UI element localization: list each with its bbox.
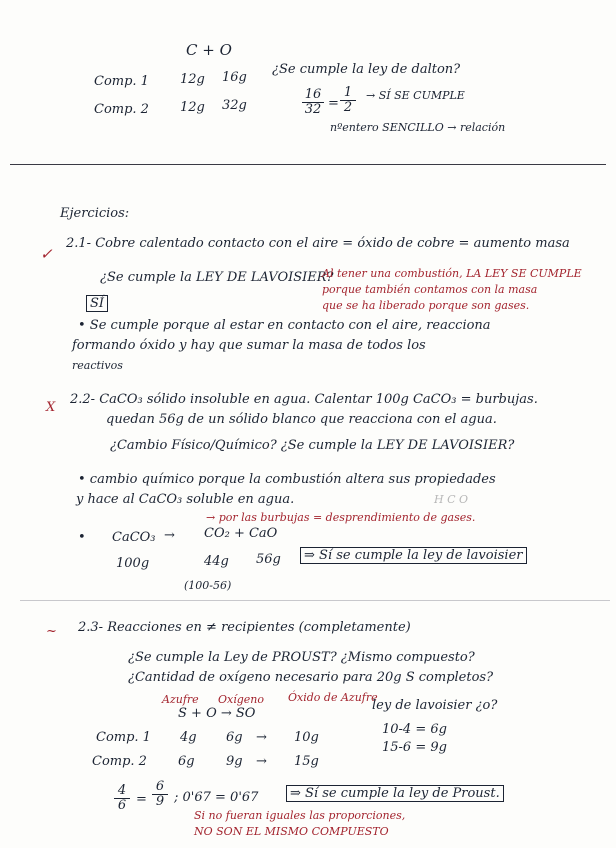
row-arrow: → [256,754,267,769]
equals-sign: = [328,96,339,111]
ex21-title: 2.1- Cobre calentado contacto con el aire = óxido de cobre = aumento masa [66,236,570,251]
ex22-explanation-2: y hace al CaCO₃ soluble en agua. [76,492,295,507]
mass-calc: (100-56) [184,579,232,592]
ratio-text: ; 0'67 = 0'67 [174,790,259,805]
comp2-oxygen: 32g [222,98,247,113]
fraction-numerator: 16 [302,88,324,103]
ex22-question: ¿Cambio Físico/Químico? ¿Se cumple la LEY DE LAVOISIER? [110,438,515,453]
ex23-title: 2.3- Reacciones en ≠ recipientes (completamente) [78,620,411,635]
ex21-explanation-3: reactivos [72,359,123,372]
section-divider [10,164,606,165]
label-oxigeno: Oxígeno [218,693,264,706]
ex22-red-note: → por las burbujas = desprendimiento de gases. [206,511,476,524]
ex21-red-note-3: que se ha liberado porque son gases. [322,299,530,312]
ex23-equation: S + O → SO [178,706,256,721]
dalton-result: → SÍ SE CUMPLE [366,89,465,102]
check-mark-icon: ✓ [40,245,53,263]
ex23-question-1: ¿Se cumple la Ley de PROUST? ¿Mismo compuesto? [128,650,475,665]
exercises-title: Ejercicios: [60,206,130,221]
label-azufre: Azufre [162,693,199,706]
ex23-comp1-so: 10g [294,730,319,745]
fraction-numerator: 4 [114,784,130,799]
ex23-result-text: ⇒ Sí se cumple la ley de Proust. [286,785,504,802]
comp2-carbon: 12g [180,100,205,115]
fraction-1-2 [340,86,356,115]
equals-sign: = [136,792,147,807]
ex23-comp1-label: Comp. 1 [96,730,151,745]
ex23-comp2-o: 9g [226,754,243,769]
ex23-red-note-2: NO SON EL MISMO COMPUESTO [194,825,389,838]
ex21-answer-box [86,296,108,312]
row-arrow: → [256,730,267,745]
ex23-comp2-s: 6g [178,754,195,769]
comp1-label: Comp. 1 [94,74,149,89]
comp2-label: Comp. 2 [94,102,149,117]
ex21-question: ¿Se cumple la LEY DE LAVOISIER? [100,270,334,285]
ex22-result-text: ⇒ Sí se cumple la ley de lavoisier [300,547,527,564]
tilde-mark-icon: ~ [46,624,57,639]
ex23-red-note-1: Si no fueran iguales las proporciones, [194,809,406,822]
ex21-explanation-2: formando óxido y hay que sumar la masa de todos los [72,338,426,353]
mass-reactant: 100g [116,556,150,571]
x-mark-icon: X [46,400,56,415]
fraction-denominator: 32 [304,102,322,117]
fraction-denominator: 2 [343,100,353,115]
fraction-16-32 [302,88,324,117]
ex22-title-2: quedan 56g de un sólido blanco que reacciona con el agua. [106,412,497,427]
ex22-result [300,548,527,564]
fraction-denominator: 9 [155,794,165,809]
mass-cao: 56g [256,552,281,567]
ex22-explanation-1: • cambio químico porque la combustión altera sus propiedades [78,472,496,487]
fraction-denominator: 6 [117,798,127,813]
lavoisier-question: ley de lavoisier ¿o? [372,698,498,713]
ex23-question-2: ¿Cantidad de oxígeno necesario para 20g S completos? [128,670,494,685]
ex21-explanation-1: • Se cumple porque al estar en contacto con el aire, reacciona [78,318,491,333]
eq-reactant: CaCO₃ [112,530,156,545]
ex23-comp1-o: 6g [226,730,243,745]
fraction-4-6 [114,784,130,813]
dalton-note: nºentero SENCILLO → relación [330,121,506,134]
pencil-sketch: H C O [434,493,469,506]
comp1-oxygen: 16g [222,70,247,85]
ex23-result [286,786,504,802]
ex21-red-note-1: Al tener una combustión, LA LEY SE CUMPLE [322,267,582,280]
ex23-calc-2: 15-6 = 9g [382,740,447,755]
section-divider-faint [20,600,610,601]
ex23-comp2-so: 15g [294,754,319,769]
ex23-comp2-label: Comp. 2 [92,754,147,769]
fraction-numerator: 1 [340,86,356,101]
ex22-title-1: 2.2- CaCO₃ sólido insoluble en agua. Calentar 100g CaCO₃ = burbujas. [70,392,538,407]
bullet-dot: • [78,530,86,545]
comp1-carbon: 12g [180,72,205,87]
ex21-answer: SÍ [86,295,108,312]
fraction-numerator: 6 [152,780,168,795]
label-oxido-azufre: Óxido de Azufre [288,691,378,704]
dalton-question: ¿Se cumple la ley de dalton? [272,62,461,77]
ex21-red-note-2: porque también contamos con la masa [322,283,538,296]
mass-co2: 44g [204,554,229,569]
ex23-calc-1: 10-4 = 6g [382,722,447,737]
fraction-6-9 [152,780,168,809]
eq-arrow: → [164,528,175,543]
top-header: C + O [186,41,232,59]
eq-products: CO₂ + CaO [204,526,278,541]
ex23-comp1-s: 4g [180,730,197,745]
